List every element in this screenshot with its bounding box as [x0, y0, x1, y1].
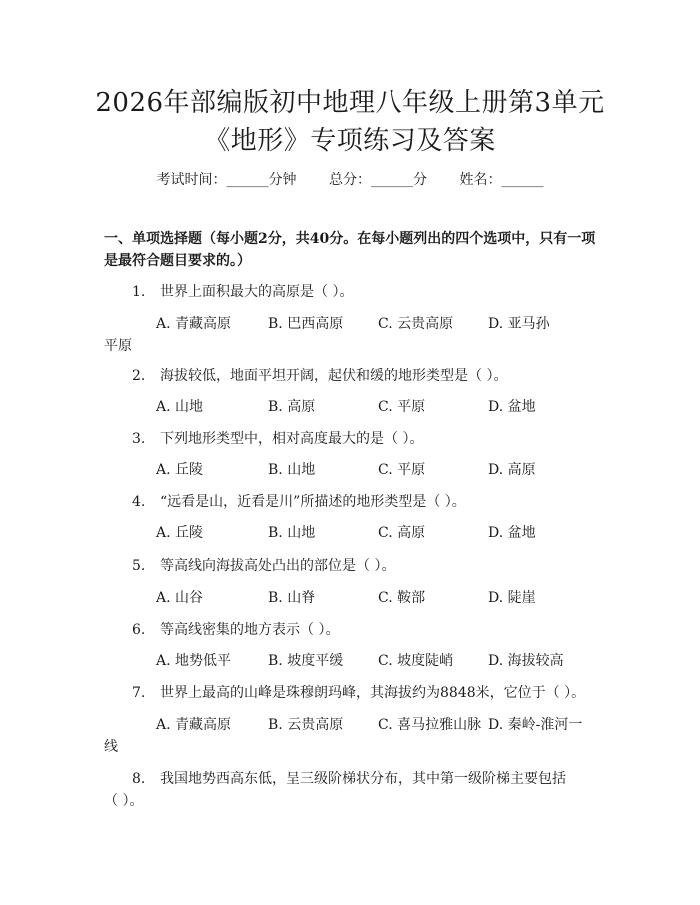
option-b: B. 山地 [268, 462, 316, 478]
question-text: 我国地势西高东低，呈三级阶梯状分布，其中第一级阶梯主要包括 [160, 771, 566, 787]
question-8-continued [104, 790, 604, 812]
option-c: C. 高原 [378, 525, 426, 541]
question-text: 世界上面积最大的高原是（ ）。 [160, 284, 354, 300]
title-line-2: 《地形》专项练习及答案 [204, 126, 496, 156]
question-text: 下列地形类型中，相对高度最大的是（ ）。 [160, 431, 424, 447]
question-6 [104, 619, 604, 641]
option-c: C. 坡度陡峭 [378, 653, 454, 669]
question-1 [104, 281, 604, 303]
question-number: 8. [132, 771, 146, 787]
option-d: D. 高原 [488, 462, 536, 478]
question-5 [104, 555, 604, 577]
option-d: D. 亚马孙 [488, 316, 550, 332]
total-score-field: 总分：______分 [329, 172, 427, 188]
question-number: 5. [132, 558, 146, 574]
option-a: A. 丘陵 [156, 525, 204, 541]
exam-meta [0, 170, 700, 190]
question-number: 2. [132, 368, 146, 384]
question-2 [104, 365, 604, 387]
question-number: 4. [132, 494, 146, 510]
question-4 [104, 491, 604, 513]
option-d: D. 盆地 [488, 525, 536, 541]
option-a: A. 丘陵 [156, 462, 204, 478]
question-3 [104, 428, 604, 450]
question-text: 海拔较低，地面平坦开阔，起伏和缓的地形类型是（ ）。 [160, 368, 508, 384]
option-c: C. 平原 [378, 462, 426, 478]
option-d: D. 陡崖 [488, 590, 536, 606]
question-text-continued: （ ）。 [104, 793, 144, 809]
option-b: B. 坡度平缓 [268, 653, 344, 669]
option-b: B. 云贵高原 [268, 717, 344, 733]
option-c: C. 云贵高原 [378, 316, 454, 332]
option-c: C. 喜马拉雅山脉 [378, 717, 482, 733]
option-a: A. 山地 [156, 399, 204, 415]
student-name-field: 姓名：______ [459, 172, 544, 188]
section-heading [104, 228, 604, 272]
option-b: B. 巴西高原 [268, 316, 344, 332]
question-number: 6. [132, 622, 146, 638]
option-a: A. 青藏高原 [156, 316, 232, 332]
option-d: D. 秦岭-淮河一 [488, 717, 583, 733]
title-line-1: 2026年部编版初中地理八年级上册第3单元 [95, 88, 605, 118]
option-b: B. 山脊 [268, 590, 316, 606]
section-heading-line-1: 一、单项选择题（每小题2分，共40分。在每小题列出的四个选项中，只有一项 [104, 231, 596, 247]
option-a: A. 地势低平 [156, 653, 232, 669]
option-d-wrap: 线 [104, 739, 118, 755]
question-number: 3. [132, 431, 146, 447]
question-text: 世界上最高的山峰是珠穆朗玛峰，其海拔约为8848米，它位于（ ）。 [160, 685, 586, 701]
exam-time-field: 考试时间：______分钟 [156, 172, 297, 188]
question-number: 1. [132, 284, 146, 300]
question-8 [104, 768, 604, 790]
question-7 [104, 682, 604, 704]
option-b: B. 山地 [268, 525, 316, 541]
section-heading-line-2: 是最符合题目要求的。） [104, 253, 251, 269]
option-c: C. 平原 [378, 399, 426, 415]
option-b: B. 高原 [268, 399, 316, 415]
option-a: A. 青藏高原 [156, 717, 232, 733]
option-c: C. 鞍部 [378, 590, 426, 606]
option-d: D. 海拔较高 [488, 653, 564, 669]
question-text: 等高线密集的地方表示（ ）。 [160, 622, 340, 638]
question-text: 等高线向海拔高处凸出的部位是（ ）。 [160, 558, 396, 574]
question-number: 7. [132, 685, 146, 701]
option-d-wrap: 平原 [104, 338, 132, 354]
question-text: “远看是山，近看是川”所描述的地形类型是（ ）。 [160, 494, 466, 510]
option-a: A. 山谷 [156, 590, 204, 606]
option-d: D. 盆地 [488, 399, 536, 415]
